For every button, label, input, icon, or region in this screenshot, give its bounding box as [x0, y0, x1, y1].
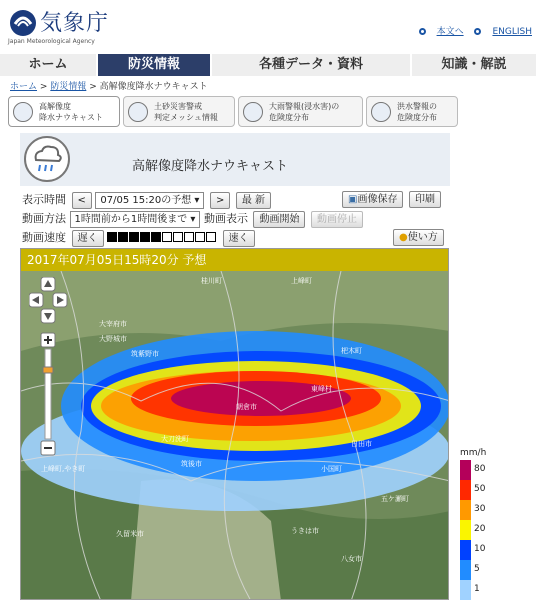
- breadcrumb-sep: >: [89, 82, 97, 92]
- legend-swatch: [460, 500, 471, 520]
- slower-button[interactable]: 遅く: [72, 230, 104, 247]
- tab-label: 土砂災害警戒 判定メッシュ情報: [154, 102, 218, 122]
- pan-down-button[interactable]: [41, 309, 55, 323]
- howto-button[interactable]: [393, 229, 444, 246]
- anim-stop-button[interactable]: 動画停止: [311, 211, 363, 228]
- anim-method-value: 1時間前から1時間後まで: [74, 213, 188, 225]
- anim-start-button[interactable]: 動画開始: [253, 211, 305, 228]
- map-panel: [20, 248, 449, 600]
- map-timestamp: 2017年07月05日15時20分 予想: [21, 249, 448, 271]
- tab-flood[interactable]: [238, 96, 363, 127]
- top-links: [411, 24, 532, 37]
- sub-tabs: [8, 96, 538, 128]
- speed-step: [129, 232, 139, 242]
- map-place-label: 八女市: [341, 555, 362, 563]
- map-place-label: 大宰府市: [99, 320, 127, 328]
- speed-step: [162, 232, 172, 242]
- speed-step: [140, 232, 150, 242]
- legend-swatch: [460, 580, 471, 600]
- tab-label: 洪水警報の 危険度分布: [397, 102, 437, 122]
- map-place-label: 上峰町: [291, 277, 312, 285]
- skip-to-content-link[interactable]: 本文へ: [436, 27, 464, 37]
- map-place-label: うきは市: [291, 527, 319, 535]
- breadcrumb: [10, 79, 208, 92]
- main-nav: [0, 54, 538, 76]
- image-icon: ▣: [348, 194, 358, 205]
- nav-home[interactable]: ホーム: [0, 54, 98, 76]
- legend-swatch: [460, 560, 471, 580]
- legend-label: 80: [474, 464, 486, 474]
- tab-label: 大雨警報(浸水害)の 危険度分布: [269, 102, 340, 122]
- map-place-label: 五ケ瀬町: [381, 495, 409, 503]
- site-subtitle: Japan Meteorological Agency: [8, 38, 95, 45]
- rain-cloud-icon: [24, 136, 70, 182]
- animation-controls: [22, 210, 363, 228]
- chevron-down-icon: ▾: [190, 213, 196, 225]
- speed-step: [206, 232, 216, 242]
- rain-legend: [460, 448, 520, 600]
- jma-logo-icon[interactable]: [8, 8, 38, 38]
- nav-knowledge[interactable]: 知識・解説: [412, 54, 538, 76]
- legend-unit: mm/h: [460, 448, 487, 458]
- nav-data[interactable]: 各種データ・資料: [212, 54, 412, 76]
- map-place-label: 桂川町: [201, 277, 222, 285]
- precipitation-map[interactable]: [21, 271, 449, 600]
- legend-swatch: [460, 460, 471, 480]
- map-place-label: 筑紫野市: [131, 350, 159, 358]
- speed-step: [195, 232, 205, 242]
- legend-label: 50: [474, 484, 486, 494]
- site-header: [0, 0, 538, 48]
- breadcrumb-current: 高解像度降水ナウキャスト: [99, 82, 208, 92]
- speed-step: [118, 232, 128, 242]
- save-image-button[interactable]: [342, 191, 403, 208]
- prev-time-button[interactable]: <: [72, 192, 92, 209]
- pan-right-button[interactable]: [53, 293, 67, 307]
- page-title-box: [20, 133, 450, 186]
- nav-disaster-info[interactable]: 防災情報: [98, 54, 212, 76]
- map-place-label: 大野城市: [99, 335, 127, 343]
- breadcrumb-sep: >: [39, 82, 48, 92]
- chevron-down-icon: ▾: [194, 194, 200, 206]
- anim-method-select[interactable]: [70, 211, 201, 228]
- legend-label: 1: [474, 584, 480, 594]
- save-image-label: 画像保存: [357, 194, 398, 205]
- map-place-label: 大刀洗町: [161, 435, 189, 443]
- map-place-label: 日田市: [351, 440, 372, 448]
- map-place-label: 東峰村: [311, 385, 332, 393]
- legend-swatch: [460, 480, 471, 500]
- breadcrumb-bosai[interactable]: 防災情報: [50, 82, 87, 92]
- speed-controls: [22, 229, 255, 247]
- site-title[interactable]: 気象庁: [40, 11, 110, 36]
- legend-label: 5: [474, 564, 480, 574]
- time-label: 表示時間: [22, 193, 66, 206]
- landslide-icon: [128, 102, 148, 122]
- speed-step: [184, 232, 194, 242]
- zoom-in-button[interactable]: [41, 333, 55, 347]
- latest-button[interactable]: 最 新: [236, 192, 271, 209]
- tab-label: 高解像度 降水ナウキャスト: [39, 102, 103, 122]
- breadcrumb-home[interactable]: ホーム: [10, 82, 38, 92]
- pan-up-button[interactable]: [41, 277, 55, 291]
- map-place-label: 朝倉市: [236, 403, 257, 411]
- link-bullet-icon: [474, 28, 481, 35]
- howto-label: 使い方: [407, 232, 438, 243]
- time-select-value: 07/05 15:20の予想: [100, 194, 192, 206]
- speed-indicator[interactable]: [107, 231, 217, 244]
- legend-label: 30: [474, 504, 486, 514]
- legend-label: 20: [474, 524, 486, 534]
- page-title: 高解像度降水ナウキャスト: [132, 159, 289, 174]
- zoom-out-button[interactable]: [41, 441, 55, 455]
- river-icon: [371, 102, 391, 122]
- map-place-label: 上峰町,やき町: [41, 465, 86, 473]
- output-controls: [340, 191, 441, 208]
- next-time-button[interactable]: >: [210, 192, 230, 209]
- speed-step: [107, 232, 117, 242]
- flood-icon: [243, 102, 263, 122]
- rain-cloud-icon: [13, 102, 33, 122]
- time-controls: [22, 191, 271, 209]
- help-controls: [391, 229, 444, 246]
- legend-swatch: [460, 520, 471, 540]
- english-link[interactable]: ENGLISH: [492, 27, 532, 37]
- legend-label: 10: [474, 544, 486, 554]
- anim-display-label: 動画表示: [203, 212, 248, 225]
- tab-nowcast[interactable]: [8, 96, 120, 127]
- time-select[interactable]: [95, 192, 204, 209]
- map-place-label: 筑後市: [181, 460, 202, 468]
- map-place-label: 久留米市: [116, 530, 144, 538]
- map-nav-controls: [29, 277, 69, 477]
- anim-method-label: 動画方法: [22, 212, 66, 225]
- link-bullet-icon: [419, 28, 426, 35]
- speed-step: [173, 232, 183, 242]
- tab-river[interactable]: [366, 96, 458, 127]
- speed-label: 動画速度: [22, 231, 66, 244]
- print-button[interactable]: 印刷: [409, 191, 441, 208]
- map-place-label: 杷木町: [341, 347, 362, 355]
- map-place-label: 小国町: [321, 465, 342, 473]
- speed-step: [151, 232, 161, 242]
- zoom-slider[interactable]: [43, 349, 53, 439]
- pan-left-button[interactable]: [29, 293, 43, 307]
- lightbulb-icon: ●: [399, 232, 408, 243]
- tab-landslide[interactable]: [123, 96, 235, 127]
- legend-swatch: [460, 540, 471, 560]
- faster-button[interactable]: 速く: [223, 230, 255, 247]
